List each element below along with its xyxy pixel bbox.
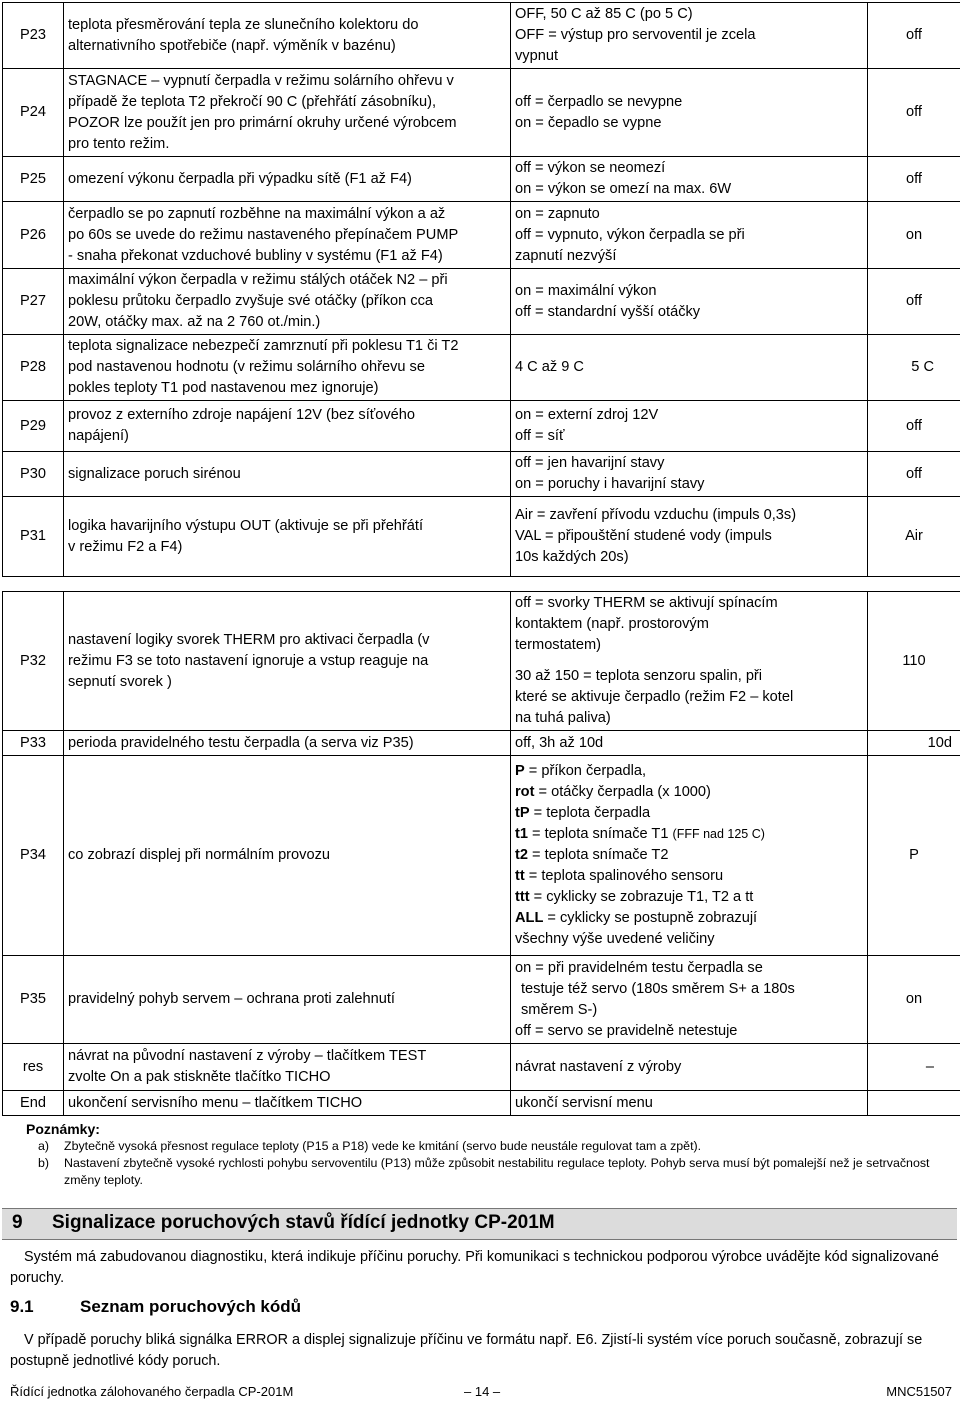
parameter-table-top [2, 2, 960, 577]
note-item: a) Zbytečně vysoká přesnost regulace teploty (P15 a P18) vede ke kmitání (servo bude neustále regulovat tam a zpět). [38, 1139, 702, 1153]
param-default: 10d [868, 731, 960, 756]
param-description: nastavení logiky svorek THERM pro aktivaci čerpadla (v režimu F3 se toto nastavení ignoruje a vstup reaguje na sepnutí svorek ) [64, 592, 511, 731]
section-number: 9.1 [10, 1297, 34, 1316]
param-default [868, 1091, 960, 1116]
param-values: on = při pravidelném testu čerpadla se testuje též servo (180s směrem S+ a 180s směrem S-) off = servo se pravidelně netestuje [511, 956, 868, 1044]
param-code: P32 [3, 592, 64, 731]
param-description: maximální výkon čerpadla v režimu stálých otáček N2 – při poklesu průtoku čerpadlo zvyšuje své otáčky (příkon cca 20W, otáčky max. až na 2 760 ot./min.) [64, 269, 511, 335]
param-values: návrat nastavení z výroby [511, 1044, 868, 1091]
param-default: 110 [868, 592, 960, 731]
param-default: off [868, 3, 960, 69]
display-option: t1 = teplota snímače T1 (FFF nad 125 C) [515, 826, 765, 842]
param-description: perioda pravidelného testu čerpadla (a serva viz P35) [64, 731, 511, 756]
param-values: on = maximální výkon off = standardní vyšší otáčky [511, 269, 868, 335]
param-description: teplota signalizace nebezpečí zamrznutí při poklesu T1 či T2 pod nastavenou hodnotu (v režimu solárního ohřevu se pokles teploty T1 pod nastavenou mez ignoruje) [64, 335, 511, 401]
param-code: P24 [3, 69, 64, 157]
table-row [3, 157, 960, 202]
display-option: P = příkon čerpadla, [515, 763, 647, 779]
param-values: on = externí zdroj 12V off = síť [511, 401, 868, 452]
param-code: P26 [3, 202, 64, 269]
table-row [3, 956, 960, 1044]
table-row [3, 335, 960, 401]
param-values: ukončí servisní menu [511, 1091, 868, 1116]
param-description: provoz z externího zdroje napájení 12V (bez síťového napájení) [64, 401, 511, 452]
param-values: OFF, 50 C až 85 C (po 5 C) OFF = výstup pro servoventil je zcela vypnut [511, 3, 868, 69]
param-values: Air = zavření přívodu vzduchu (impuls 0,3s) VAL = připouštění studené vody (impuls 10s každých 20s) [511, 497, 868, 577]
table-row [3, 269, 960, 335]
param-values [511, 756, 868, 956]
param-description: teplota přesměrování tepla ze slunečního kolektoru do alternativního spotřebiče (např. výměník v bazénu) [64, 3, 511, 69]
table-row [3, 497, 960, 577]
document-code: MNC51507 [886, 1384, 952, 1399]
param-values: off = výkon se neomezí on = výkon se omezí na max. 6W [511, 157, 868, 202]
section-title: Signalizace poruchových stavů řídící jednotky CP-201M [52, 1212, 555, 1233]
table-row [3, 69, 960, 157]
param-code: End [3, 1091, 64, 1116]
param-default: – [868, 1044, 960, 1091]
param-default: on [868, 956, 960, 1044]
display-option: tt = teplota spalinového sensoru [515, 868, 724, 884]
param-values: on = zapnuto off = vypnuto, výkon čerpadla se při zapnutí nezvýší [511, 202, 868, 269]
param-values: off = čerpadlo se nevypne on = čepadlo se vypne [511, 69, 868, 157]
param-description: čerpadlo se po zapnutí rozběhne na maximální výkon a až po 60s se uvede do režimu nastaveného přepínačem PUMP - snaha překonat vzduchové bubliny v systému (F1 až F4) [64, 202, 511, 269]
display-option: t2 = teplota snímače T2 [515, 847, 669, 863]
param-values: off = svorky THERM se aktivují spínacím kontaktem (např. prostorovým termostatem) 30 až 150 = teplota senzoru spalin, při které se aktivuje čerpadlo (režim F2 – kotel na tuhá paliva) [511, 592, 868, 731]
param-description: logika havarijního výstupu OUT (aktivuje se při přehřátí v režimu F2 a F4) [64, 497, 511, 577]
param-code: P25 [3, 157, 64, 202]
param-default: Air [868, 497, 960, 577]
param-default: off [868, 69, 960, 157]
param-description: ukončení servisního menu – tlačítkem TICHO [64, 1091, 511, 1116]
section-number: 9 [12, 1212, 23, 1233]
param-code: res [3, 1044, 64, 1091]
parameter-table-bottom [2, 591, 960, 1116]
display-option: tP = teplota čerpadla [515, 805, 651, 821]
note-item: b) Nastavení zbytečně vysoké rychlosti pohybu servoventilu (P13) může způsobit nestabilitu regulace teploty. Pohyb serva musí být pomalejší než je setrvačnost změny teploty. [38, 1156, 930, 1187]
section-heading-9-1 [10, 1297, 302, 1317]
param-code: P27 [3, 269, 64, 335]
param-code: P35 [3, 956, 64, 1044]
param-code: P30 [3, 452, 64, 497]
param-values: off = jen havarijní stavy on = poruchy i havarijní stavy [511, 452, 868, 497]
table-row [3, 452, 960, 497]
table-row [3, 1044, 960, 1091]
table-row [3, 731, 960, 756]
param-default: P [868, 756, 960, 956]
display-option: rot = otáčky čerpadla (x 1000) [515, 784, 711, 800]
display-option: všechny výše uvedené veličiny [515, 931, 715, 947]
param-description: pravidelný pohyb servem – ochrana proti zalehnutí [64, 956, 511, 1044]
display-option: ALL = cyklicky se postupně zobrazují [515, 910, 758, 926]
param-values: 4 C až 9 C [511, 335, 868, 401]
param-code: P31 [3, 497, 64, 577]
param-default: off [868, 269, 960, 335]
param-code: P33 [3, 731, 64, 756]
param-description: STAGNACE – vypnutí čerpadla v režimu solárního ohřevu v případě že teplota T2 překročí 90 C (přehřátí zásobníku), POZOR lze použít jen pro primární okruhy určené výrobcem pro tento režim. [64, 69, 511, 157]
param-code: P34 [3, 756, 64, 956]
param-default: off [868, 401, 960, 452]
param-description: návrat na původní nastavení z výroby – tlačítkem TEST zvolte On a pak stiskněte tlačítko TICHO [64, 1044, 511, 1091]
param-description: signalizace poruch sirénou [64, 452, 511, 497]
param-values: off, 3h až 10d [511, 731, 868, 756]
param-code: P23 [3, 3, 64, 69]
param-default: off [868, 157, 960, 202]
param-code: P29 [3, 401, 64, 452]
param-code: P28 [3, 335, 64, 401]
table-row [3, 592, 960, 731]
param-default: off [868, 452, 960, 497]
param-description: co zobrazí displej při normálním provozu [64, 756, 511, 956]
notes-block [26, 1121, 946, 1189]
page-number: – 14 – [464, 1384, 501, 1399]
table-row [3, 1091, 960, 1116]
section-heading-9 [2, 1208, 957, 1240]
notes-title: Poznámky: [26, 1121, 100, 1137]
table-row [3, 401, 960, 452]
table-row [3, 756, 960, 956]
param-description: omezení výkonu čerpadla při výpadku sítě (F1 až F4) [64, 157, 511, 202]
paragraph: Systém má zabudovanou diagnostiku, která indikuje příčinu poruchy. Při komunikaci s technickou podporou výrobce uvádějte kód signalizované poruchy. [10, 1249, 939, 1286]
footer-title: Řídící jednotka zálohovaného čerpadla CP-201M [10, 1384, 294, 1399]
table-row [3, 202, 960, 269]
paragraph: V případě poruchy bliká signálka ERROR a displej signalizuje příčinu ve formátu např. E6. Zjistí-li systém více poruch současně, zobrazují se postupně jednotlivé kódy poruch. [10, 1332, 923, 1369]
param-default: 5 C [868, 335, 960, 401]
table-row [3, 3, 960, 69]
section-title: Seznam poruchových kódů [80, 1297, 302, 1316]
display-option: ttt = cyklicky se zobrazuje T1, T2 a tt [515, 889, 754, 905]
param-default: on [868, 202, 960, 269]
